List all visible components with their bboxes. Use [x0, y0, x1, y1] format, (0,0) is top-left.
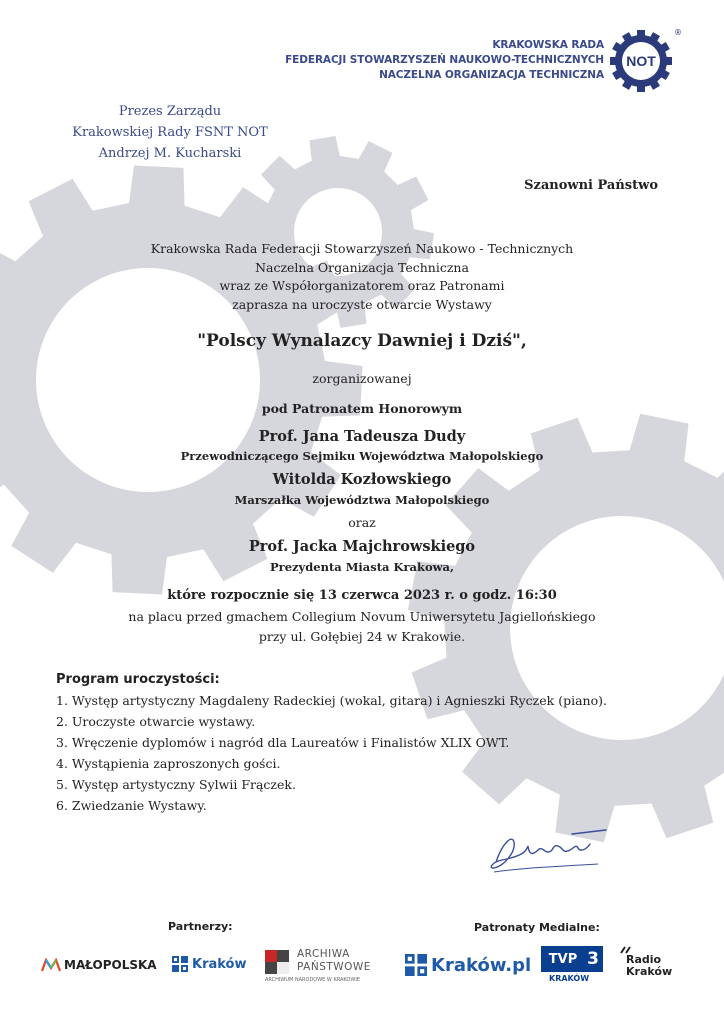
greeting: Szanowni Państwo: [524, 178, 658, 193]
registered-mark: ®: [674, 28, 682, 37]
patron-2-role: Marszałka Województwa Małopolskiego: [234, 493, 490, 507]
exhibition-title: "Polscy Wynalazcy Dawniej i Dziś",: [197, 331, 527, 351]
partners-label: Partnerzy:: [168, 920, 233, 933]
patron-2-name: Witolda Kozłowskiego: [272, 471, 452, 488]
krakowpl-logo: [405, 953, 531, 977]
not-logo: [608, 28, 674, 94]
media-patrons-label: Patronaty Medialne:: [474, 921, 600, 934]
president-block: [62, 101, 278, 164]
tvp3-logo: [541, 946, 603, 986]
radio-line-2: Kraków: [626, 965, 673, 978]
program-title: Program uroczystości:: [56, 672, 220, 687]
tvp-city: KRAKÓW: [549, 974, 590, 983]
intro-line-1: Krakowska Rada Federacji Stowarzyszeń Naukowo - Technicznych: [150, 241, 574, 256]
archiwa-icon: [265, 950, 289, 974]
patron-3-role: Prezydenta Miasta Krakowa,: [269, 560, 454, 574]
krakowpl-icon: [405, 954, 427, 976]
organized-text: zorganizowanej: [312, 371, 412, 386]
and-text: oraz: [348, 515, 376, 530]
event-place-line-2: przy ul. Gołębiej 24 w Krakowie.: [258, 629, 466, 644]
radio-line-1: Radio: [626, 953, 662, 966]
organization-name: [285, 38, 604, 83]
program-section: [56, 669, 706, 816]
event-date: które rozpocznie się 13 czerwca 2023 r. o godz. 16:30: [167, 588, 557, 603]
archiwa-logo: [265, 948, 385, 984]
krakow-icon: [172, 956, 188, 972]
malopolska-text: MAŁOPOLSKA: [64, 958, 157, 972]
event-place-line-1: na placu przed gmachem Collegium Novum Uniwersytetu Jagiellońskiego: [128, 609, 596, 624]
krakowpl-text: Kraków.pl: [431, 954, 532, 976]
invitation-intro: [0, 240, 724, 314]
patronage-text: pod Patronatem Honorowym: [261, 401, 463, 416]
org-line-2: FEDERACJI STOWARZYSZEŃ NAUKOWO-TECHNICZNYCH: [285, 54, 604, 66]
krakow-logo: [172, 954, 247, 974]
patron-1-name: Prof. Jana Tadeusza Dudy: [258, 428, 466, 445]
archiwa-line-1: ARCHIWA: [297, 948, 350, 960]
program-item: 2. Uroczyste otwarcie wystawy.: [56, 714, 256, 729]
program-item: 6. Zwiedzanie Wystawy.: [56, 798, 207, 813]
not-logo-text: NOT: [626, 53, 656, 69]
archiwa-line-3: ARCHIWUM NARODOWE W KRAKOWIE: [265, 977, 360, 983]
malopolska-logo: [41, 955, 157, 975]
president-line-2: Krakowskiej Rady FSNT NOT: [72, 125, 268, 140]
handwritten-signature: [482, 822, 612, 878]
org-line-1: KRAKOWSKA RADA: [492, 39, 604, 51]
tvp-text: TVP: [548, 951, 578, 967]
org-line-3: NACZELNA ORGANIZACJA TECHNICZNA: [379, 69, 604, 81]
tvp3-number: 3: [587, 949, 599, 969]
program-item: 4. Wystąpienia zaproszonych gości.: [56, 756, 281, 771]
program-item: 1. Występ artystyczny Magdaleny Radeckiej (wokal, gitara) i Agnieszki Ryczek (piano).: [56, 693, 607, 708]
intro-line-3: wraz ze Współorganizatorem oraz Patronami: [219, 278, 505, 293]
radio-krakow-logo: [618, 946, 678, 986]
malopolska-icon: [41, 958, 61, 972]
program-item: 3. Wręczenie dyplomów i nagród dla Laureatów i Finalistów XLIX OWT.: [56, 735, 510, 750]
krakow-text: Kraków: [192, 956, 247, 972]
president-line-1: Prezes Zarządu: [118, 104, 222, 119]
archiwa-line-2: PAŃSTWOWE: [297, 961, 371, 973]
patron-3-name: Prof. Jacka Majchrowskiego: [248, 538, 476, 555]
intro-line-4: zaprasza na uroczyste otwarcie Wystawy: [232, 296, 492, 312]
program-item: 5. Występ artystyczny Sylwii Frączek.: [56, 777, 296, 792]
patron-1-role: Przewodniczącego Sejmiku Województwa Małopolskiego: [180, 449, 544, 463]
intro-line-2: Naczelna Organizacja Techniczna: [255, 259, 469, 275]
president-line-3: Andrzej M. Kucharski: [98, 146, 242, 161]
